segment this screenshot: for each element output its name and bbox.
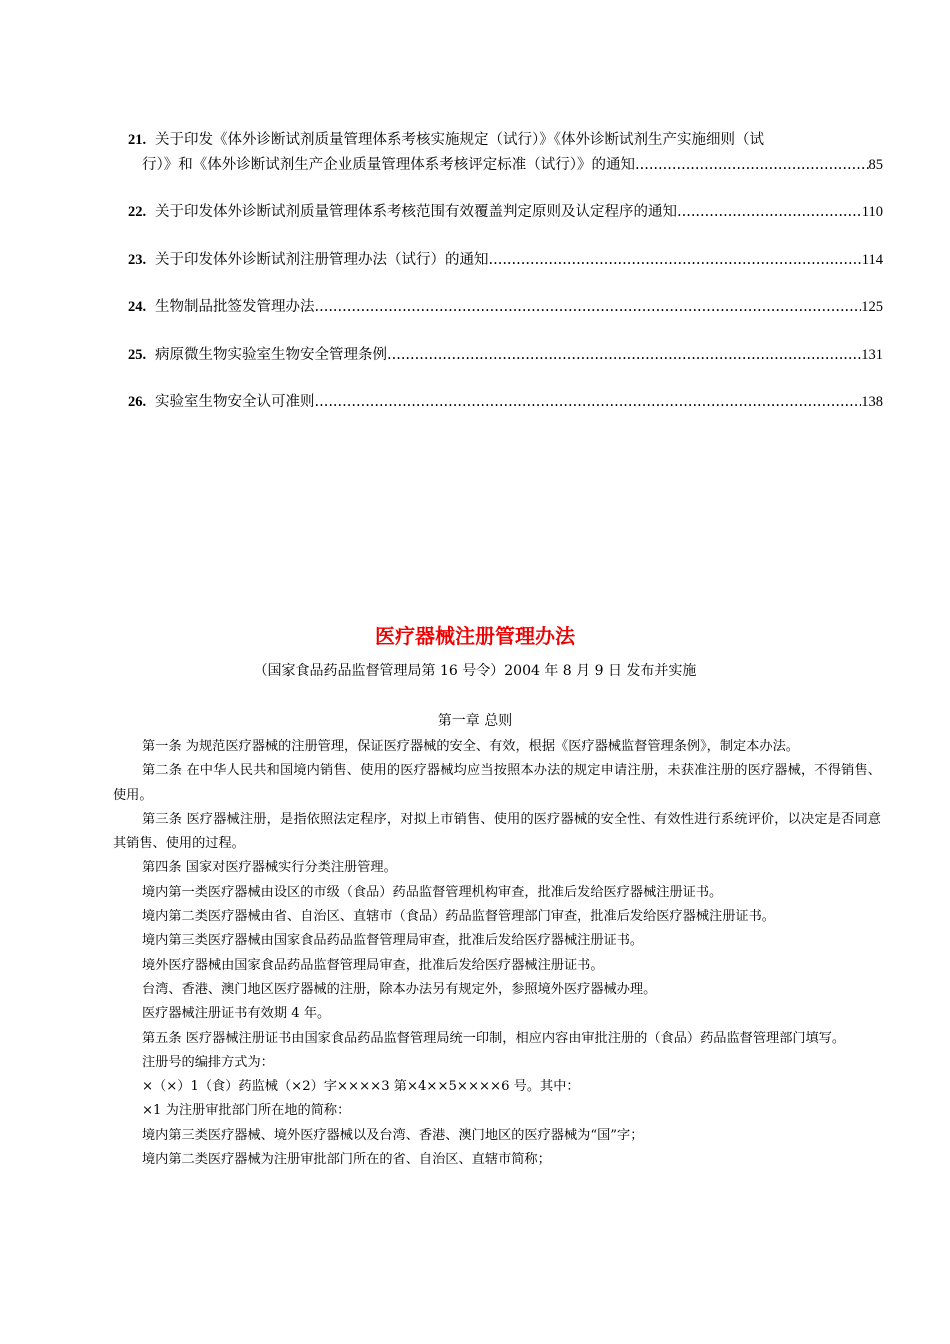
toc-entry-22[interactable] — [128, 200, 883, 225]
toc-leader-dots — [315, 390, 862, 415]
paragraph: 境内第三类医疗器械由国家食品药品监督管理局审查，批准后发给医疗器械注册证书。 — [142, 933, 644, 949]
toc-entry-25[interactable] — [128, 343, 883, 368]
toc-text: 关于印发体外诊断试剂注册管理办法（试行）的通知 — [155, 251, 489, 268]
toc-page-number: 110 — [861, 204, 883, 220]
toc-number: 22. — [128, 204, 147, 220]
paragraph: 境内第二类医疗器械由省、自治区、直辖市（食品）药品监督管理部门审查，批准后发给医疗器械注册证书。 — [142, 909, 775, 925]
paragraph: 第四条 国家对医疗器械实行分类注册管理。 — [142, 860, 397, 876]
paragraph: ×（×）1（食）药监械（×2）字××××3 第×4××5××××6 号。其中： — [142, 1079, 580, 1095]
paragraph: 境内第一类医疗器械由设区的市级（食品）药品监督管理机构审查，批准后发给医疗器械注册证书。 — [142, 884, 723, 900]
paragraph: 台湾、香港、澳门地区医疗器械的注册，除本办法另有规定外，参照境外医疗器械办理。 — [142, 981, 657, 997]
toc-entry-24[interactable] — [128, 295, 883, 320]
toc-page-number: 131 — [861, 346, 883, 363]
toc-entry-line1 — [128, 128, 883, 153]
document-subtitle: （国家食品药品监督管理局第 16 号令）2004 年 8 月 9 日 发布并实施 — [253, 663, 697, 679]
chapter-heading: 第一章 总则 — [437, 713, 513, 729]
toc-page-number: 114 — [861, 251, 883, 268]
paragraph: ×1 为注册审批部门所在地的简称： — [142, 1103, 351, 1119]
toc-entry-21[interactable] — [128, 128, 883, 178]
toc-page-number: 125 — [861, 299, 883, 315]
toc-number: 26. — [128, 394, 147, 410]
toc-entry-26[interactable] — [128, 390, 883, 415]
toc-number: 25. — [128, 346, 147, 363]
toc-text: 行）》和《体外诊断试剂生产企业质量管理体系考核评定标准（试行）》的通知 — [142, 157, 635, 173]
document-title: 医疗器械注册管理办法 — [375, 624, 575, 648]
toc-number: 23. — [128, 251, 147, 268]
toc-page-number: 138 — [861, 394, 883, 410]
paragraph: 境内第二类医疗器械为注册审批部门所在的省、自治区、直辖市简称； — [142, 1152, 551, 1168]
toc-leader-dots — [635, 153, 869, 178]
paragraph: 第一条 为规范医疗器械的注册管理，保证医疗器械的安全、有效，根据《医疗器械监督管理条例》，制定本办法。 — [142, 739, 799, 754]
toc-number: 24. — [128, 299, 147, 315]
toc-text: 生物制品批签发管理办法 — [155, 299, 315, 315]
toc-leader-dots — [489, 248, 862, 273]
toc-leader-dots — [315, 295, 862, 320]
toc-leader-dots — [677, 200, 862, 225]
toc-entry-line2 — [128, 153, 883, 178]
paragraph: 第三条 医疗器械注册，是指依照法定程序，对拟上市销售、使用的医疗器械的安全性、有效性进行系统评价，以决定是否同意其销售、使用的过程。 — [113, 811, 881, 852]
toc-entry-23[interactable] — [128, 248, 883, 273]
paragraph: 境内第三类医疗器械、境外医疗器械以及台湾、香港、澳门地区的医疗器械为“国”字； — [142, 1127, 644, 1143]
paragraph: 注册号的编排方式为： — [142, 1054, 274, 1070]
document-body — [113, 735, 881, 1172]
paragraph: 境外医疗器械由国家食品药品监督管理局审查，批准后发给医疗器械注册证书。 — [142, 957, 604, 973]
paragraph: 医疗器械注册证书有效期 4 年。 — [142, 1006, 331, 1022]
toc-text: 关于印发体外诊断试剂质量管理体系考核范围有效覆盖判定原则及认定程序的通知 — [155, 204, 677, 220]
table-of-contents — [128, 128, 883, 438]
toc-leader-dots — [387, 343, 861, 368]
paragraph: 第二条 在中华人民共和国境内销售、使用的医疗器械均应当按照本办法的规定申请注册，未获准注册的医疗器械，不得销售、使用。 — [113, 763, 881, 803]
toc-page-number: 85 — [868, 157, 883, 173]
toc-text: 实验室生物安全认可准则 — [155, 394, 315, 410]
toc-text: 病原微生物实验室生物安全管理条例 — [155, 346, 387, 363]
toc-text: 关于印发《体外诊断试剂质量管理体系考核实施规定（试行）》《体外诊断试剂生产实施细则（试 — [155, 132, 764, 148]
toc-number: 21. — [128, 132, 147, 148]
paragraph: 第五条 医疗器械注册证书由国家食品药品监督管理局统一印制，相应内容由审批注册的（食品）药品监督管理部门填写。 — [142, 1030, 846, 1046]
